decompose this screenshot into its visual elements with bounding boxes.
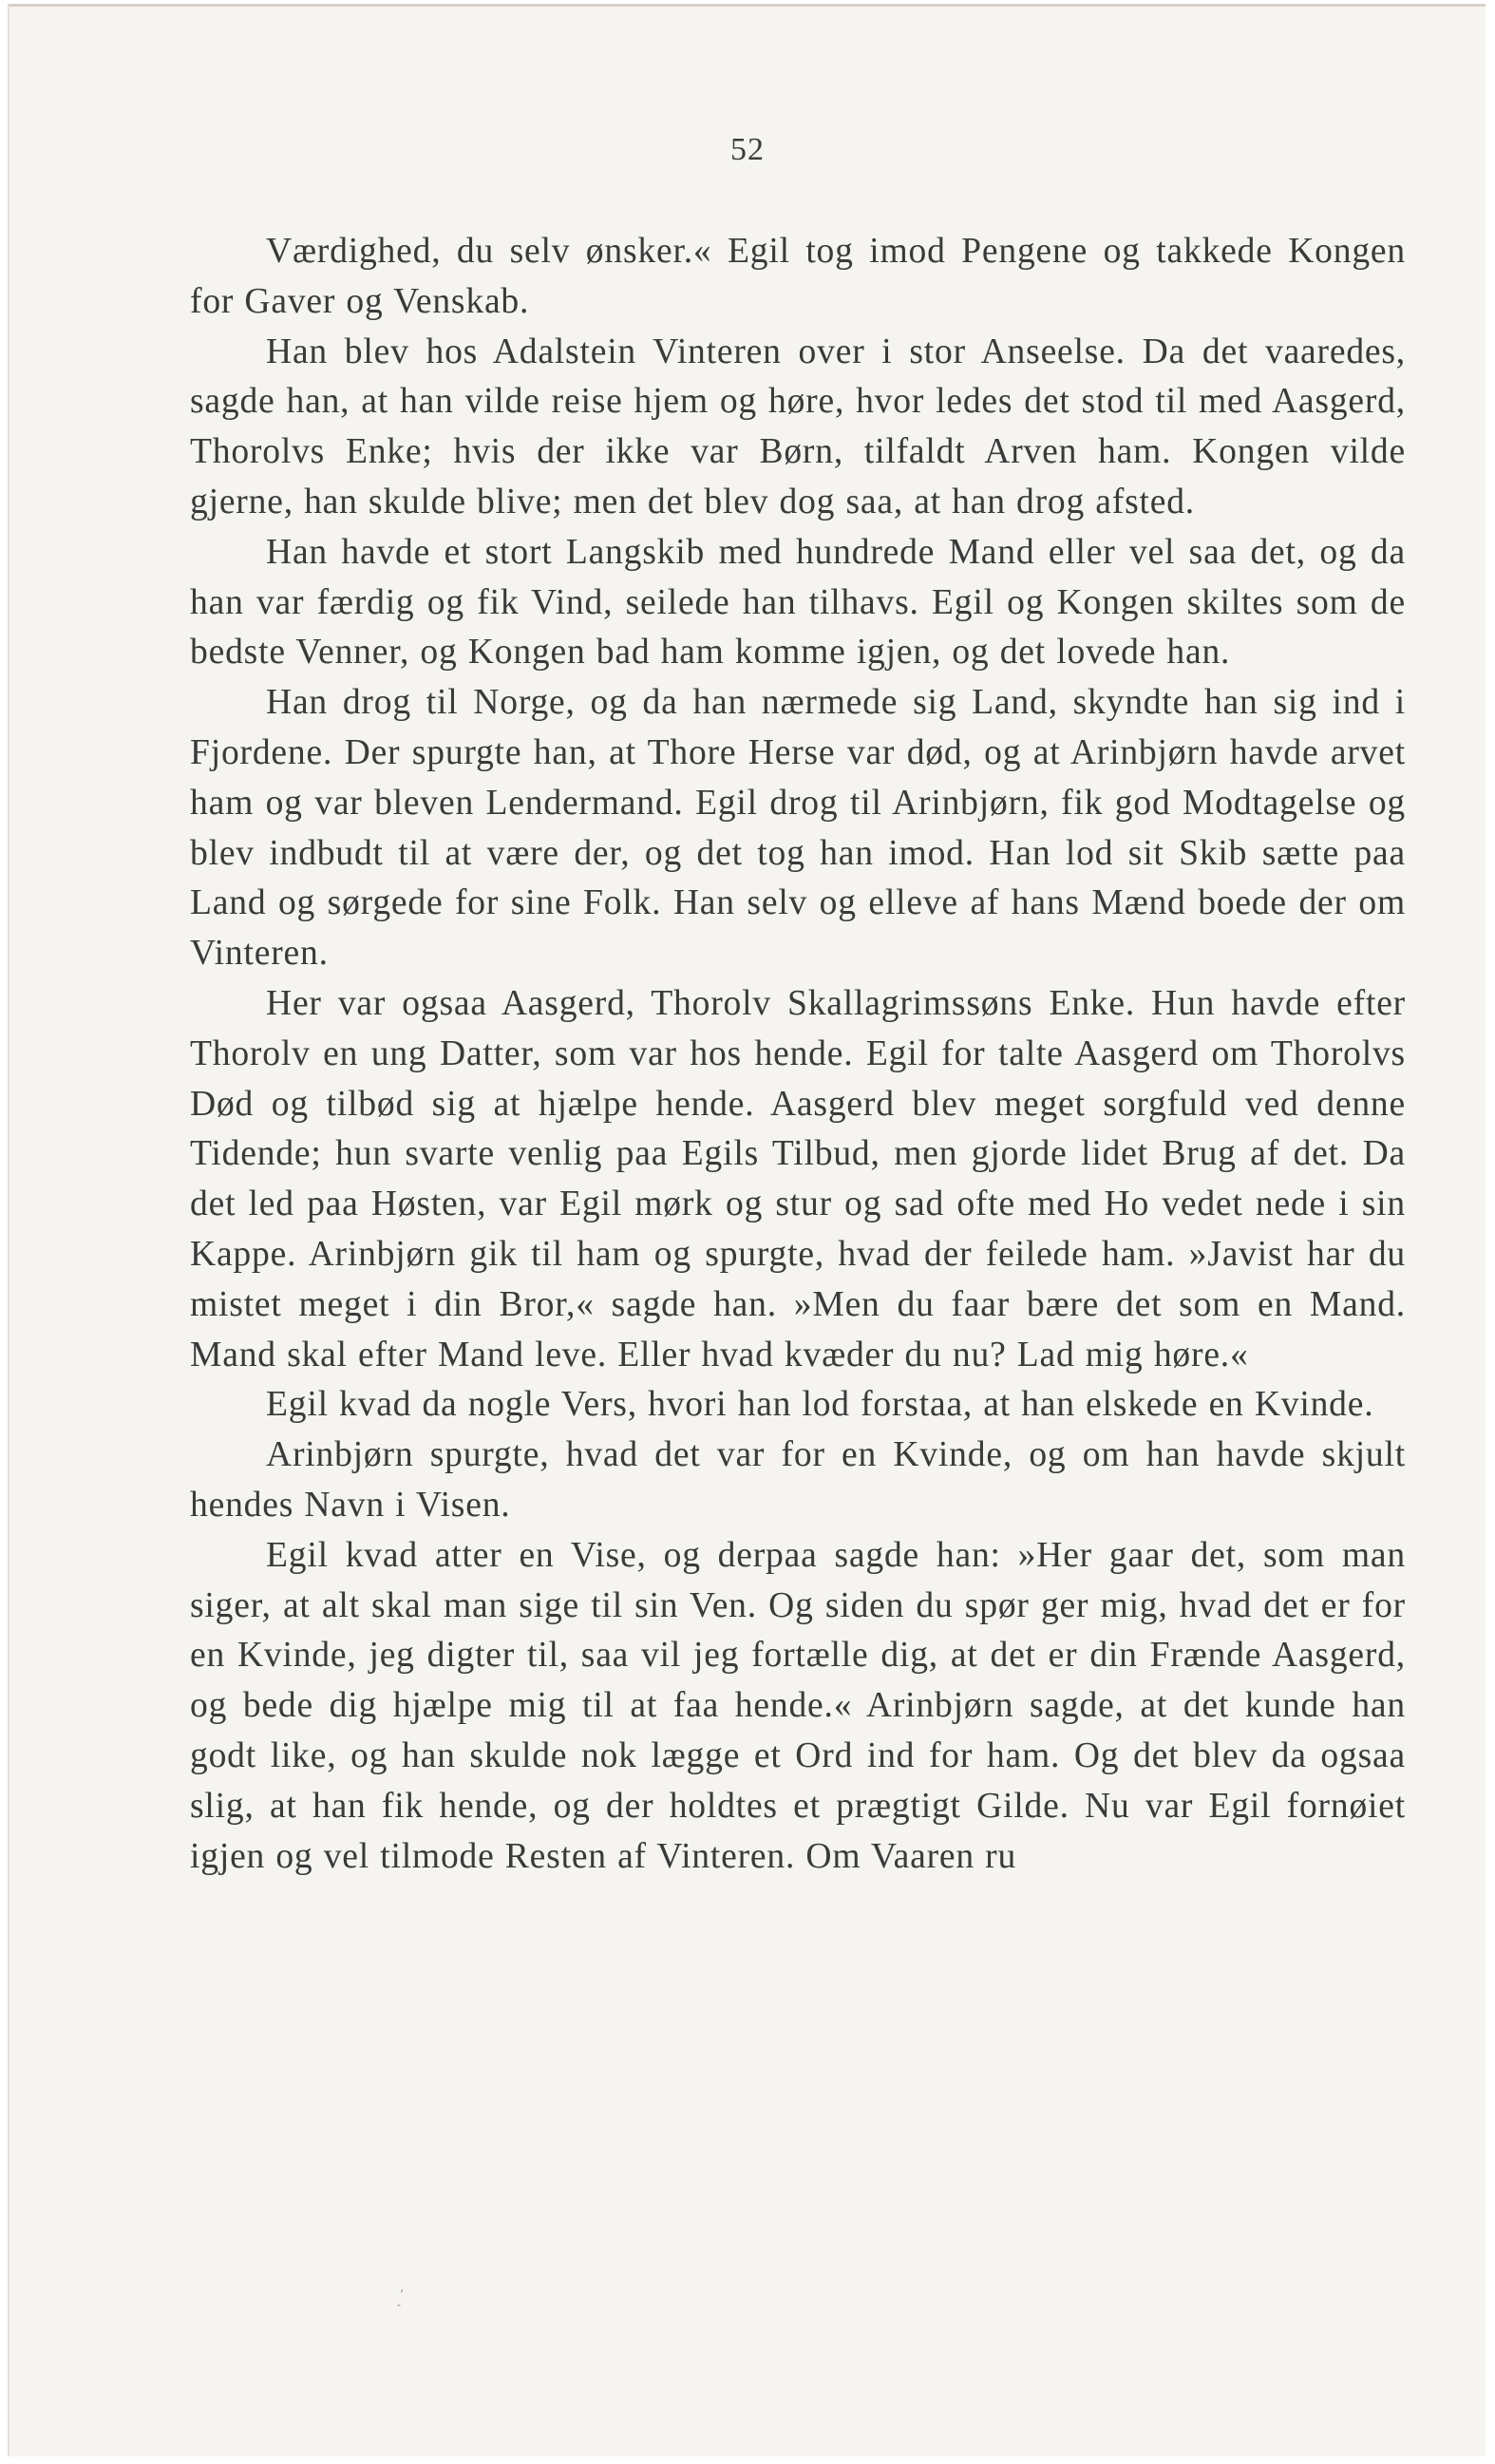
text-line: det vaaredes, sagde han, at han vilde reise hjem og høre, hvor	[190, 332, 1407, 422]
text-line: vedet nede i sin Kappe. Arinbjørn gik til ham og spurgte, hvad	[190, 1185, 1406, 1274]
paragraph-5	[190, 979, 1406, 1380]
text-line: som man siger, at alt skal man sige til sin Ven. Og siden du spør	[190, 1535, 1406, 1625]
text-line: at han fik hende, og der holdtes et prægtigt Gilde. Nu var Egil	[269, 1786, 1287, 1826]
text-line: Han havde et stort Langskib med hundrede Mand eller vel saa	[266, 532, 1251, 572]
text-line: han sig ind i Fjordene. Der spurgte han, at Thore Herse var død,	[190, 683, 1407, 772]
text-line: Kongen for Gaver og Venskab.	[190, 232, 1406, 321]
paragraph-2	[190, 328, 1406, 528]
paragraph-6	[190, 1380, 1406, 1431]
body-text	[190, 227, 1406, 1882]
text-line: Aasgerd blev meget sorgfuld ved denne Tidende; hun svarte	[190, 1084, 1406, 1174]
text-line: en Kvinde.	[1208, 1385, 1374, 1425]
text-line: han. »Men du faar bære det som en Mand. Mand skal efter Mand	[190, 1284, 1406, 1374]
text-line: der feilede ham. »Javist har du mistet meget i din Bror,« sagde	[190, 1234, 1406, 1324]
paragraph-3	[190, 528, 1406, 678]
text-line: skulde nok lægge et Ord ind for ham. Og det blev da ogsaa slig,	[190, 1735, 1406, 1826]
text-line: drog til Arinbjørn, fik god Modtagelse og blev indbudt til at være	[190, 783, 1407, 873]
text-line: Kongen skiltes som de bedste Venner, og Kongen bad ham	[190, 582, 1406, 673]
paragraph-7	[190, 1431, 1406, 1531]
paragraph-4	[190, 678, 1406, 979]
text-line: Her var ogsaa Aasgerd, Thorolv Skallagrimssøns Enke. Hun	[266, 983, 1232, 1023]
text-line: havde skjult hendes Navn i Visen.	[190, 1435, 1406, 1525]
paragraph-1	[190, 227, 1406, 328]
text-line: Egil kvad atter en Vise, og derpaa sagde han: »Her gaar det,	[266, 1535, 1263, 1575]
text-line: havde efter Thorolv en ung Datter, som var hos hende. Egil for	[190, 983, 1406, 1073]
text-line: og at Arinbjørn havde arvet ham og var bleven Lendermand. Egil	[190, 732, 1406, 823]
text-line: Han drog til Norge, og da han nærmede sig Land, skyndte	[266, 683, 1204, 723]
text-line: men det blev dog saa, at han drog afsted.	[573, 482, 1195, 521]
text-line: fornøiet igjen og vel tilmode Resten af Vinteren. Om Vaaren ru	[190, 1786, 1406, 1876]
text-line: det, og da han var færdig og fik Vind, seilede han tilhavs. Egil og	[190, 532, 1407, 622]
text-line: Værdighed, du selv ønsker.« Egil tog imod Pengene og takkede	[266, 232, 1289, 271]
text-line: komme igjen, og det lovede han.	[734, 633, 1231, 673]
paragraph-8	[190, 1531, 1406, 1883]
text-line: Han blev hos Adalstein Vinteren over i stor Anseelse. Da	[266, 332, 1202, 371]
text-line: Arinbjørn spurgte, hvad det var for en Kvinde, og om han	[266, 1435, 1217, 1475]
text-line: talte Aasgerd om Thorolvs Død og tilbød sig at hjælpe hende.	[190, 1033, 1406, 1124]
text-line: Børn, tilfaldt Arven ham. Kongen vilde gjerne, han skulde blive;	[190, 432, 1406, 521]
text-line: der om Vinteren.	[190, 883, 1406, 974]
text-line: dig, at det er din Frænde Aasgerd, og bede dig hjælpe mig til at	[190, 1636, 1406, 1726]
ink-speck: ˏˊ	[391, 2286, 409, 2308]
text-line: led paa Høsten, var Egil mørk og stur og sad ofte med Ho	[248, 1185, 1150, 1224]
text-line: sørgede for sine Folk. Han selv og elleve af hans Mænd boede	[327, 883, 1299, 923]
text-line: ger mig, hvad det er for en Kvinde, jeg digter til, saa vil jeg fortælle	[190, 1585, 1406, 1676]
text-line: venlig paa Egils Tilbud, men gjorde lidet Brug af det. Da det	[190, 1134, 1406, 1224]
text-line: ledes det stod til med Aasgerd, Thorolvs Enke; hvis der ikke var	[190, 382, 1406, 472]
text-line: faa hende.« Arinbjørn sagde, at det kunde han godt like, og han	[190, 1686, 1406, 1775]
page-number: 52	[730, 132, 765, 167]
book-page	[8, 4, 1486, 2456]
text-line: Egil kvad da nogle Vers, hvori han lod forstaa, at han elskede	[266, 1385, 1209, 1425]
text-line: der, og det tog han imod. Han lod sit Skib sætte paa Land og	[190, 833, 1406, 923]
text-line: leve. Eller hvad kvæder du nu? Lad mig høre.«	[535, 1335, 1249, 1374]
